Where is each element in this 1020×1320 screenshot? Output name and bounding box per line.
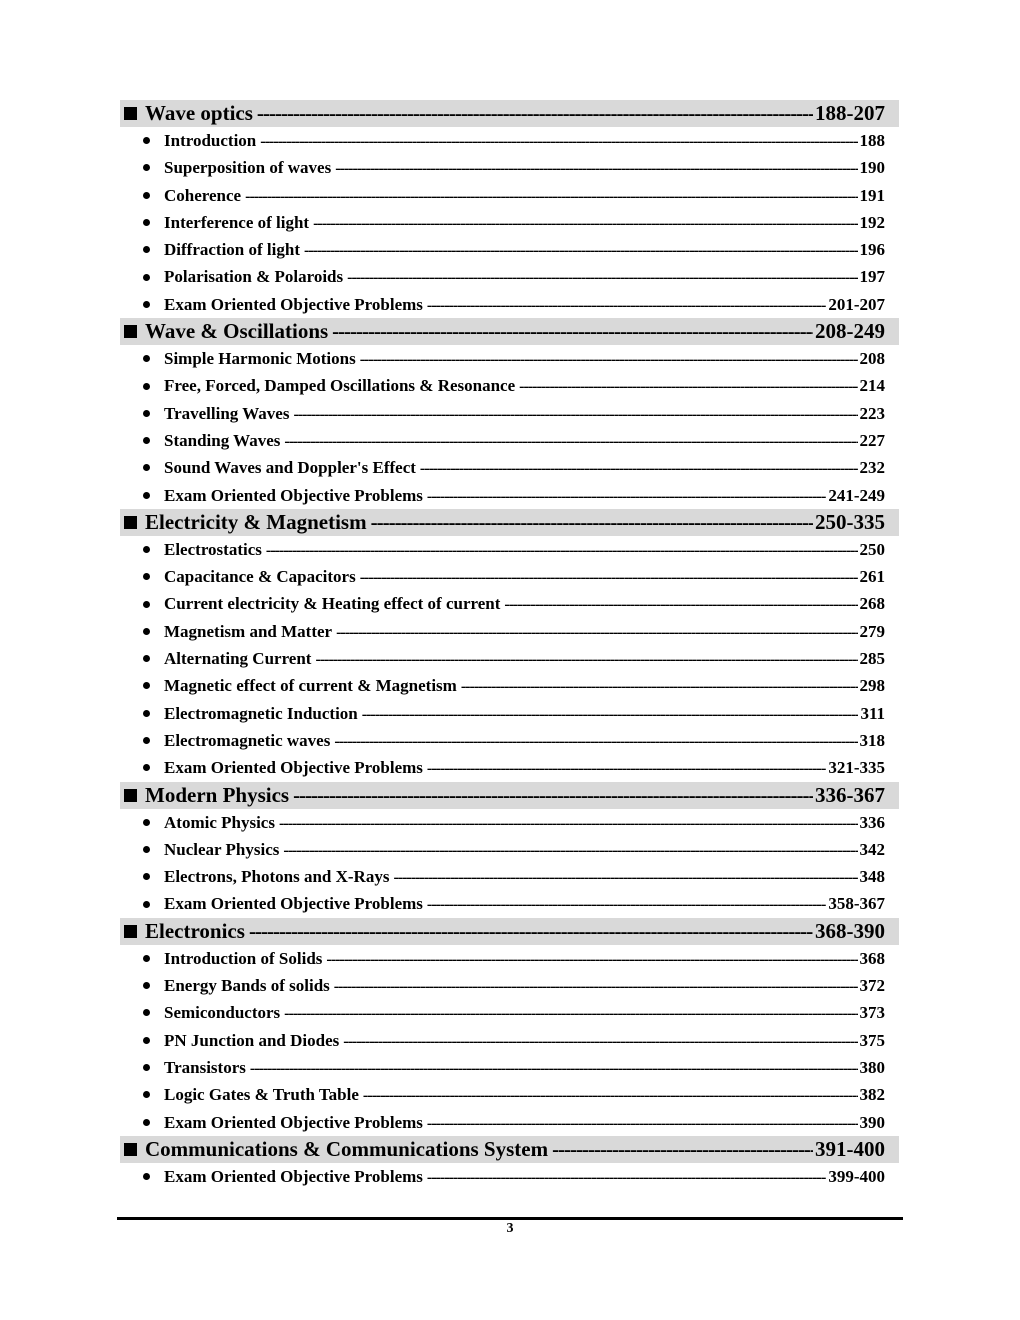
toc-entry-label: Current electricity & Heating effect of current <box>164 594 501 614</box>
bullet-icon <box>143 492 150 499</box>
section-heading[interactable] <box>120 782 899 809</box>
bullet-icon <box>143 764 150 771</box>
bullet-icon <box>143 192 150 199</box>
toc-entry-page: 298 <box>859 676 885 696</box>
dot-leader <box>250 1055 858 1081</box>
toc-entry-label: Diffraction of light <box>164 240 300 260</box>
dot-leader <box>293 782 813 809</box>
toc-entry[interactable] <box>120 672 899 699</box>
toc-entry-page: 372 <box>859 976 885 996</box>
bullet-icon <box>143 301 150 308</box>
dot-leader <box>552 1136 813 1163</box>
toc-entry[interactable] <box>120 154 899 181</box>
toc-entry-label: Standing Waves <box>164 430 281 450</box>
bullet-icon <box>143 710 150 717</box>
dot-leader <box>427 292 826 318</box>
dot-leader <box>427 891 826 917</box>
dot-leader <box>461 673 858 699</box>
bullet-icon <box>143 737 150 744</box>
dot-leader <box>427 1110 858 1136</box>
toc-entry-label: Electrons, Photons and X-Rays <box>164 867 390 887</box>
bullet-icon <box>143 1037 150 1044</box>
toc-entry[interactable] <box>120 618 899 645</box>
toc-entry-label: Exam Oriented Objective Problems <box>164 1166 423 1186</box>
section-page-range: 368-390 <box>815 918 885 943</box>
toc-entry-label: Alternating Current <box>164 649 312 669</box>
dot-leader <box>504 591 857 617</box>
toc-entry[interactable] <box>120 1081 899 1108</box>
toc-entry-page: 375 <box>859 1030 885 1050</box>
toc-entry[interactable] <box>120 127 899 154</box>
toc-entry-label: Sound Waves and Doppler's Effect <box>164 458 416 478</box>
toc-entry-page: 321-335 <box>828 758 885 778</box>
toc-entry-label: Electrostatics <box>164 539 262 559</box>
toc-entry-label: Travelling Waves <box>164 403 290 423</box>
bullet-icon <box>143 573 150 580</box>
bullet-icon <box>143 464 150 471</box>
toc-entry-label: Electromagnetic Induction <box>164 703 358 723</box>
toc-entry[interactable] <box>120 1027 899 1054</box>
toc-entry-page: 342 <box>859 839 885 859</box>
toc-entry-label: Superposition of waves <box>164 158 332 178</box>
toc-entry[interactable] <box>120 999 899 1026</box>
section-heading[interactable] <box>120 318 899 345</box>
toc-entry-page: 399-400 <box>828 1166 885 1186</box>
toc-entry-label: Energy Bands of solids <box>164 976 330 996</box>
toc-entry-label: Electromagnetic waves <box>164 730 331 750</box>
toc-entry[interactable] <box>120 372 899 399</box>
toc-entry-page: 348 <box>859 867 885 887</box>
section-title: Electricity & Magnetism <box>145 509 367 534</box>
dot-leader <box>293 401 857 427</box>
toc-entry-label: Introduction <box>164 131 257 150</box>
toc-entry[interactable] <box>120 563 899 590</box>
bullet-icon <box>143 1119 150 1126</box>
toc-entry[interactable] <box>120 400 899 427</box>
toc-entry-page: 368 <box>859 948 885 968</box>
toc-entry-page: 196 <box>859 240 885 260</box>
toc-entry-page: 285 <box>859 649 885 669</box>
dot-leader <box>336 619 857 645</box>
bullet-icon <box>143 846 150 853</box>
section-page-range: 391-400 <box>815 1136 885 1161</box>
toc-entry-page: 261 <box>859 567 885 587</box>
bullet-icon <box>143 1009 150 1016</box>
bullet-icon <box>143 355 150 362</box>
toc-entry[interactable] <box>120 454 899 481</box>
bullet-icon <box>143 682 150 689</box>
toc-entry-label: Logic Gates & Truth Table <box>164 1085 359 1105</box>
toc-entry[interactable] <box>120 836 899 863</box>
toc-entry-page: 223 <box>859 403 885 423</box>
toc-entry[interactable] <box>120 427 899 454</box>
toc-entry-label: Introduction of Solids <box>164 948 323 968</box>
dot-leader <box>360 564 858 590</box>
dot-leader <box>427 755 826 781</box>
toc-entry[interactable] <box>120 754 899 781</box>
dot-leader <box>371 509 813 536</box>
toc-entry[interactable] <box>120 972 899 999</box>
toc-entry-page: 358-367 <box>828 894 885 914</box>
dot-leader <box>304 237 858 263</box>
toc-entry-page: 382 <box>859 1085 885 1105</box>
square-bullet-icon <box>124 925 137 938</box>
dot-leader <box>427 483 826 509</box>
dot-leader <box>334 728 857 754</box>
section-title: Wave & Oscillations <box>145 319 329 344</box>
dot-leader <box>393 864 857 890</box>
toc-entry-label: Exam Oriented Objective Problems <box>164 1112 423 1132</box>
toc-entry-page: 241-249 <box>828 485 885 505</box>
toc-entry[interactable] <box>120 182 899 209</box>
bullet-icon <box>143 1173 150 1180</box>
toc-entry[interactable] <box>120 809 899 836</box>
bullet-icon <box>143 819 150 826</box>
toc-entry-label: Exam Oriented Objective Problems <box>164 294 423 314</box>
square-bullet-icon <box>124 516 137 529</box>
bullet-icon <box>143 246 150 253</box>
dot-leader <box>283 837 857 863</box>
toc-entry-page: 250 <box>859 539 885 559</box>
toc-entry-label: Atomic Physics <box>164 812 275 832</box>
bullet-icon <box>143 437 150 444</box>
dot-leader <box>249 918 813 945</box>
section-title: Communications & Communications System <box>145 1136 549 1161</box>
toc-entry[interactable] <box>120 263 899 290</box>
toc-entry-page: 336 <box>859 812 885 832</box>
bullet-icon <box>143 383 150 390</box>
bullet-icon <box>143 219 150 226</box>
square-bullet-icon <box>124 1143 137 1156</box>
page-number: 3 <box>506 1221 514 1236</box>
dot-leader <box>260 128 857 154</box>
toc-entry[interactable] <box>120 890 899 917</box>
dot-leader <box>266 537 858 563</box>
toc-entry-page: 208 <box>859 349 885 369</box>
toc-entry-label: Exam Oriented Objective Problems <box>164 758 423 778</box>
bullet-icon <box>143 274 150 281</box>
toc-entry[interactable] <box>120 645 899 672</box>
toc-entry[interactable] <box>120 863 899 890</box>
dot-leader <box>279 810 858 836</box>
toc-entry[interactable] <box>120 1163 899 1190</box>
table-of-contents <box>120 100 899 1190</box>
section-page-range: 250-335 <box>815 509 885 534</box>
section-title: Electronics <box>145 918 245 943</box>
toc-entry-page: 232 <box>859 458 885 478</box>
toc-entry-page: 318 <box>859 730 885 750</box>
bullet-icon <box>143 655 150 662</box>
dot-leader <box>343 1028 857 1054</box>
toc-entry-label: Interference of light <box>164 212 310 232</box>
toc-entry-page: 268 <box>859 594 885 614</box>
square-bullet-icon <box>124 789 137 802</box>
toc-entry[interactable] <box>120 945 899 972</box>
toc-entry-page: 227 <box>859 430 885 450</box>
bullet-icon <box>143 1064 150 1071</box>
dot-leader <box>284 1000 857 1026</box>
bullet-icon <box>143 982 150 989</box>
bullet-icon <box>143 137 150 144</box>
section-heading[interactable] <box>120 918 899 945</box>
toc-entry-page: 311 <box>860 703 885 723</box>
bullet-icon <box>143 955 150 962</box>
toc-entry-label: Nuclear Physics <box>164 839 280 859</box>
toc-entry-page: 390 <box>859 1112 885 1132</box>
section-title: Wave optics <box>145 101 253 125</box>
toc-entry[interactable] <box>120 536 899 563</box>
section-title: Modern Physics <box>145 782 290 807</box>
bullet-icon <box>143 1091 150 1098</box>
section-heading[interactable] <box>120 100 899 127</box>
toc-entry-label: PN Junction and Diodes <box>164 1030 340 1050</box>
toc-entry[interactable] <box>120 590 899 617</box>
toc-entry[interactable] <box>120 482 899 509</box>
dot-leader <box>363 1082 858 1108</box>
dot-leader <box>420 455 858 481</box>
toc-entry-page: 190 <box>859 158 885 178</box>
section-page-range: 208-249 <box>815 319 885 344</box>
dot-leader <box>335 155 857 181</box>
dot-leader <box>427 1164 826 1190</box>
toc-entry-page: 380 <box>859 1057 885 1077</box>
dot-leader <box>334 973 858 999</box>
bullet-icon <box>143 601 150 608</box>
toc-entry-page: 214 <box>859 376 885 396</box>
toc-entry-label: Exam Oriented Objective Problems <box>164 894 423 914</box>
bullet-icon <box>143 410 150 417</box>
dot-leader <box>360 346 858 372</box>
bullet-icon <box>143 164 150 171</box>
toc-entry[interactable] <box>120 209 899 236</box>
toc-entry-label: Coherence <box>164 185 242 205</box>
square-bullet-icon <box>124 325 137 338</box>
toc-entry-label: Magnetism and Matter <box>164 621 333 641</box>
toc-entry-page: 373 <box>859 1003 885 1023</box>
square-bullet-icon <box>124 107 137 120</box>
toc-entry-page: 188 <box>859 131 885 150</box>
toc-entry-label: Polarisation & Polaroids <box>164 267 344 287</box>
footer-rule <box>117 1217 903 1220</box>
bullet-icon <box>143 873 150 880</box>
toc-entry[interactable] <box>120 291 899 318</box>
dot-leader <box>332 318 813 345</box>
dot-leader <box>362 701 859 727</box>
toc-entry-label: Simple Harmonic Motions <box>164 349 356 369</box>
toc-entry-label: Free, Forced, Damped Oscillations & Resonance <box>164 376 516 396</box>
toc-entry-page: 197 <box>859 267 885 287</box>
bullet-icon <box>143 901 150 908</box>
toc-entry[interactable] <box>120 1054 899 1081</box>
toc-entry-page: 279 <box>859 621 885 641</box>
toc-entry-page: 192 <box>859 212 885 232</box>
section-page-range: 188-207 <box>815 101 885 125</box>
dot-leader <box>315 646 857 672</box>
toc-entry-label: Exam Oriented Objective Problems <box>164 485 423 505</box>
toc-entry-label: Magnetic effect of current & Magnetism <box>164 676 457 696</box>
dot-leader <box>347 264 857 290</box>
toc-entry-page: 191 <box>859 185 885 205</box>
dot-leader <box>326 946 857 972</box>
section-page-range: 336-367 <box>815 782 885 807</box>
dot-leader <box>519 373 857 399</box>
dot-leader <box>284 428 857 454</box>
bullet-icon <box>143 546 150 553</box>
toc-entry-label: Capacitance & Capacitors <box>164 567 356 587</box>
toc-entry[interactable] <box>120 345 899 372</box>
section-heading[interactable] <box>120 1136 899 1163</box>
bullet-icon <box>143 628 150 635</box>
toc-entry-label: Semiconductors <box>164 1003 281 1023</box>
toc-entry[interactable] <box>120 700 899 727</box>
toc-entry[interactable] <box>120 727 899 754</box>
dot-leader <box>245 183 857 209</box>
toc-entry-label: Transistors <box>164 1057 246 1077</box>
toc-entry[interactable] <box>120 236 899 263</box>
dot-leader <box>313 210 857 236</box>
section-heading[interactable] <box>120 509 899 536</box>
dot-leader <box>257 100 813 127</box>
toc-entry-page: 201-207 <box>828 294 885 314</box>
toc-entry[interactable] <box>120 1109 899 1136</box>
